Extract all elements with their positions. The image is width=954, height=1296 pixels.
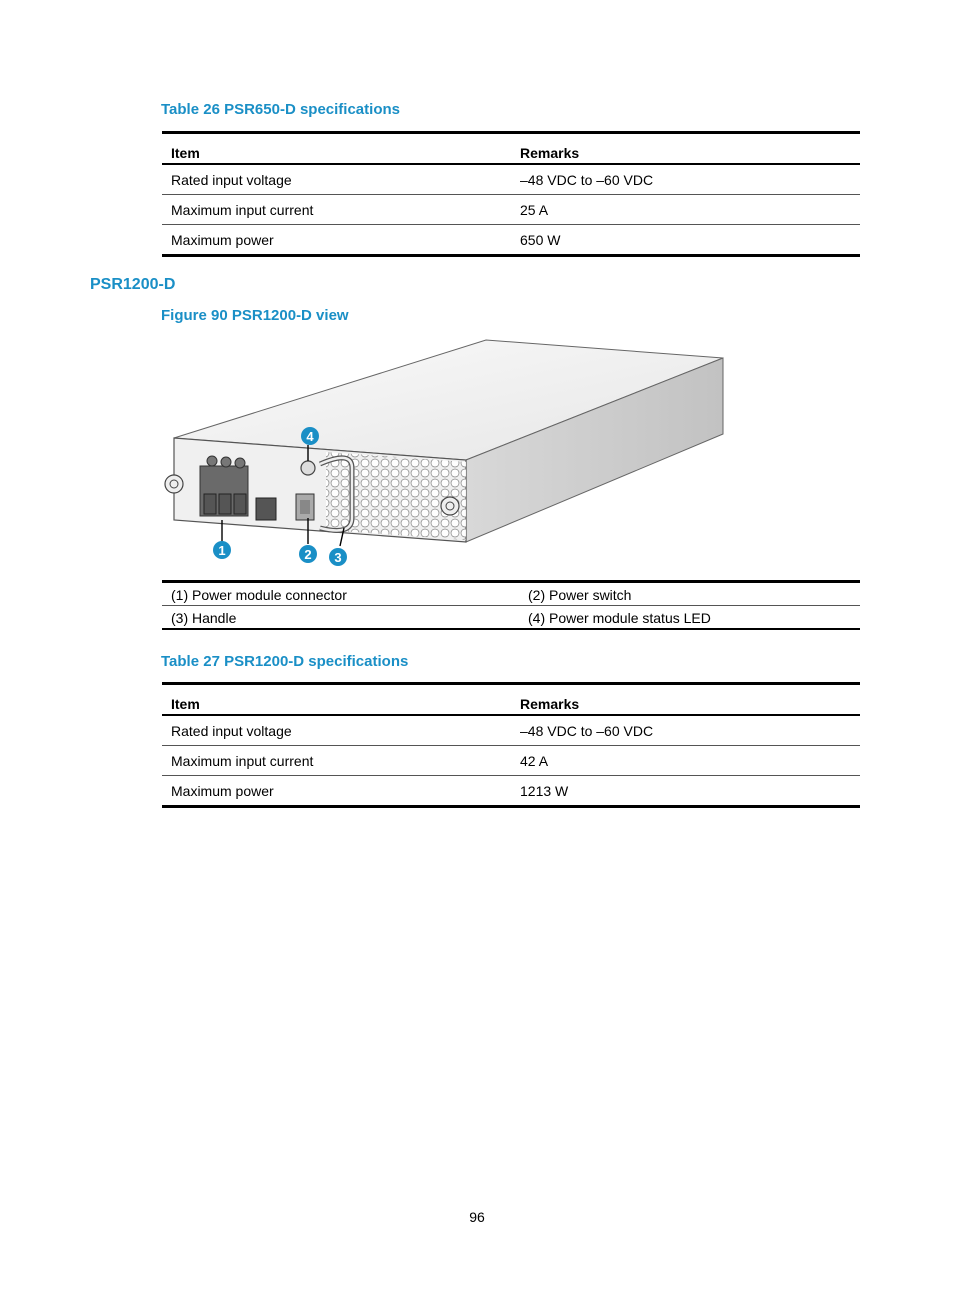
legend-item: (2) Power switch bbox=[528, 587, 632, 603]
table-row bbox=[162, 715, 860, 746]
svg-text:4: 4 bbox=[306, 429, 314, 444]
header-remarks: Remarks bbox=[520, 144, 580, 161]
cell-remarks: 650 W bbox=[520, 231, 561, 248]
table-row bbox=[162, 164, 860, 195]
left-screw-icon bbox=[165, 475, 183, 493]
cell-remarks: –48 VDC to –60 VDC bbox=[520, 171, 654, 188]
cell-item: Maximum power bbox=[171, 782, 274, 799]
table-header-row bbox=[162, 133, 860, 165]
table-row bbox=[162, 225, 860, 256]
callout-4 bbox=[301, 427, 319, 445]
cell-item: Rated input voltage bbox=[171, 722, 292, 739]
callout-1 bbox=[213, 541, 231, 559]
table-row bbox=[162, 746, 860, 776]
callout-2 bbox=[299, 545, 317, 563]
right-screw-icon bbox=[441, 497, 459, 515]
table-27 bbox=[162, 682, 860, 808]
svg-text:2: 2 bbox=[304, 547, 312, 562]
figure-90-caption: Figure 90 PSR1200-D view bbox=[161, 307, 349, 324]
table-header-row bbox=[162, 684, 860, 716]
power-switch bbox=[296, 494, 314, 520]
psr1200-d-illustration bbox=[160, 338, 730, 570]
page-number: 96 bbox=[469, 1209, 485, 1225]
table-26-caption: Table 26 PSR650-D specifications bbox=[161, 101, 400, 118]
status-led bbox=[301, 461, 315, 475]
svg-text:1: 1 bbox=[218, 543, 226, 558]
callout-3 bbox=[329, 548, 347, 566]
cell-item: Maximum input current bbox=[171, 201, 314, 218]
table-row bbox=[162, 195, 860, 225]
table-26 bbox=[162, 131, 860, 257]
legend-item: (3) Handle bbox=[171, 610, 237, 626]
svg-text:3: 3 bbox=[334, 550, 342, 565]
cell-remarks: 25 A bbox=[520, 201, 549, 218]
legend-row bbox=[162, 606, 860, 630]
legend-item: (4) Power module status LED bbox=[528, 610, 711, 626]
cell-item: Maximum power bbox=[171, 231, 274, 248]
section-title: PSR1200-D bbox=[90, 276, 176, 293]
cell-remarks: 42 A bbox=[520, 752, 549, 769]
table-27-caption: Table 27 PSR1200-D specifications bbox=[161, 653, 409, 670]
header-item: Item bbox=[171, 144, 200, 161]
header-item: Item bbox=[171, 695, 200, 712]
legend-row bbox=[162, 582, 860, 606]
cell-remarks: –48 VDC to –60 VDC bbox=[520, 722, 654, 739]
cell-item: Maximum input current bbox=[171, 752, 314, 769]
cell-remarks: 1213 W bbox=[520, 782, 569, 799]
table-row bbox=[162, 776, 860, 807]
header-remarks: Remarks bbox=[520, 695, 580, 712]
cell-item: Rated input voltage bbox=[171, 171, 292, 188]
figure-90-legend bbox=[162, 580, 860, 630]
legend-item: (1) Power module connector bbox=[171, 587, 347, 603]
